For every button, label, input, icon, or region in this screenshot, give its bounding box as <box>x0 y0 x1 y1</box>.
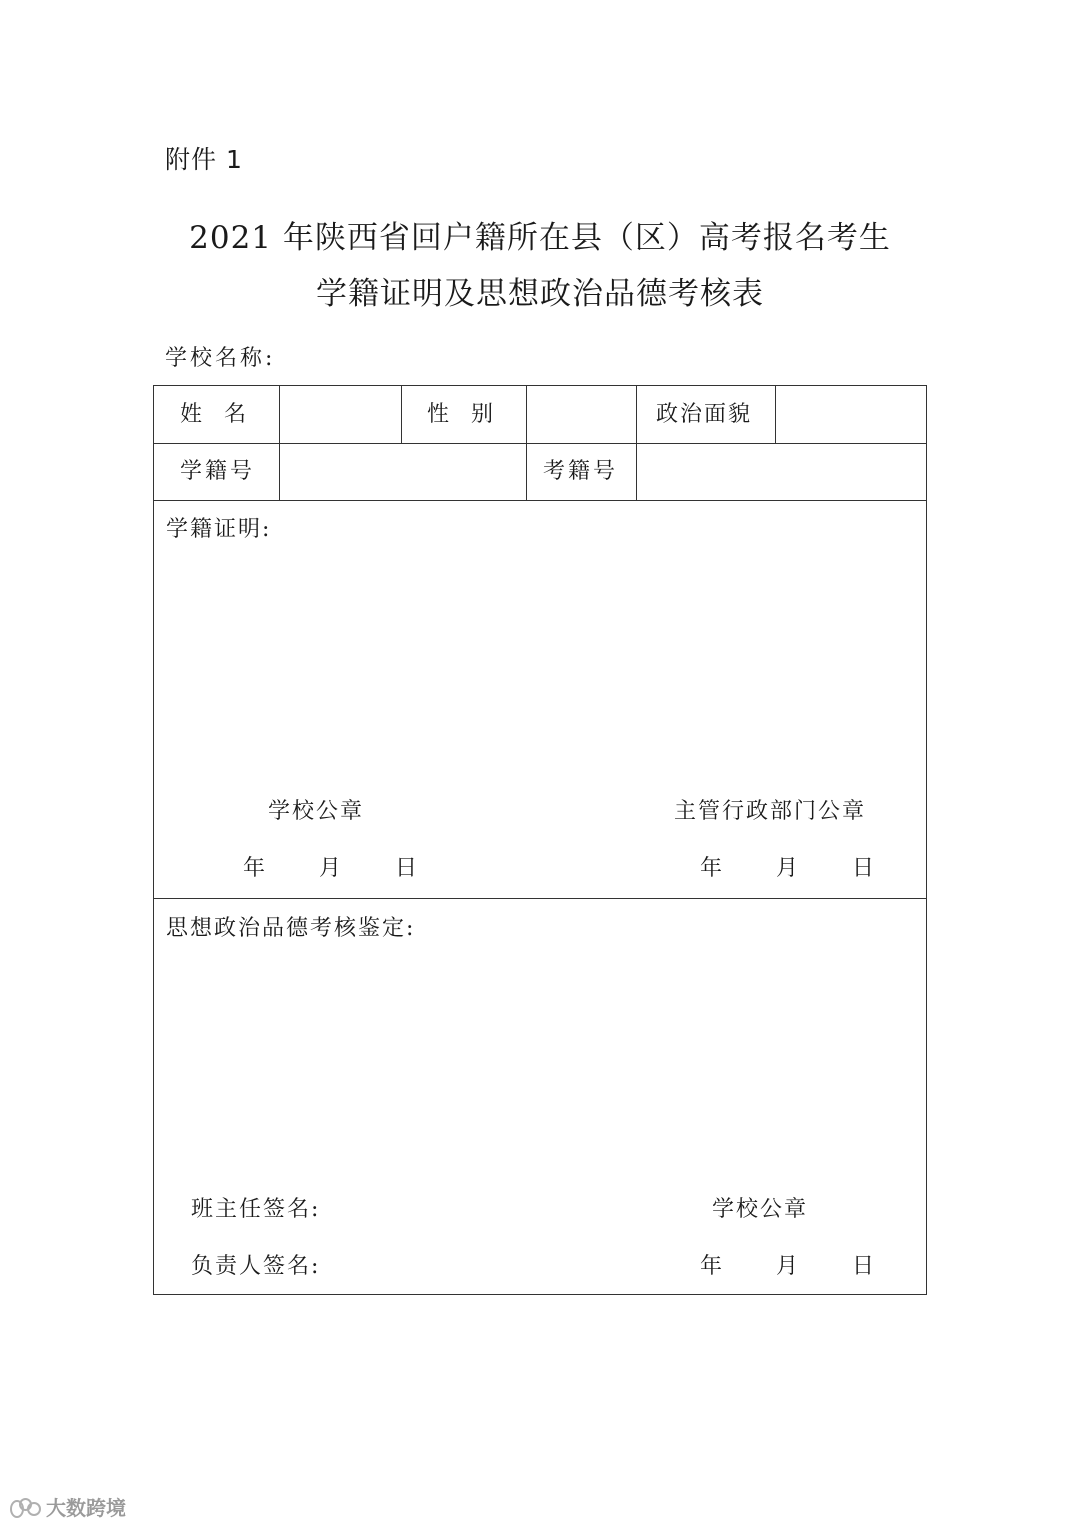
enrollment-certificate-label: 学籍证明: <box>166 517 272 542</box>
enrollment-certificate-area[interactable] <box>166 556 916 796</box>
date-year-label: 年 <box>700 1254 723 1279</box>
political-status-label: 政治面貌 <box>656 402 753 427</box>
student-number-label: 学籍号 <box>180 459 256 484</box>
head-teacher-signature-field[interactable] <box>334 1191 634 1227</box>
admin-department-seal-label: 主管行政部门公章 <box>674 799 867 824</box>
student-number-field[interactable] <box>280 444 526 500</box>
form-table <box>153 385 927 1295</box>
date-day-label: 日 <box>395 856 418 881</box>
date-month-label: 月 <box>319 856 342 881</box>
column-divider <box>401 386 402 443</box>
leader-signature-label: 负责人签名: <box>191 1254 321 1279</box>
school-name-label: 学校名称: <box>165 346 276 371</box>
moral-evaluation-area[interactable] <box>166 956 916 1186</box>
exam-number-label: 考籍号 <box>543 459 619 484</box>
date-month-label: 月 <box>776 856 799 881</box>
document-title-line-2: 学籍证明及思想政治品德考核表 <box>316 276 764 312</box>
date-year-label: 年 <box>243 856 266 881</box>
date-day-label: 日 <box>852 1254 875 1279</box>
school-seal-label: 学校公章 <box>268 799 365 824</box>
section-divider <box>154 898 926 899</box>
circles-logo-icon <box>10 1496 40 1518</box>
gender-field[interactable] <box>527 386 636 443</box>
school-seal-label: 学校公章 <box>712 1197 809 1222</box>
attachment-number: 附件 1 <box>165 145 243 174</box>
political-status-field[interactable] <box>776 386 926 443</box>
document-title-line-1: 2021 年陕西省回户籍所在县（区）高考报名考生 <box>189 220 891 256</box>
moral-evaluation-label: 思想政治品德考核鉴定: <box>166 916 416 941</box>
date-day-label: 日 <box>852 856 875 881</box>
watermark-text: 大数跨境 <box>46 1496 126 1520</box>
name-field[interactable] <box>280 386 401 443</box>
date-year-label: 年 <box>700 856 723 881</box>
watermark <box>10 1492 126 1521</box>
row-divider <box>154 500 926 501</box>
gender-label: 性 别 <box>427 402 494 427</box>
exam-number-field[interactable] <box>637 444 926 500</box>
head-teacher-signature-label: 班主任签名: <box>191 1197 321 1222</box>
name-label: 姓 名 <box>180 402 247 427</box>
date-month-label: 月 <box>776 1254 799 1279</box>
leader-signature-field[interactable] <box>334 1248 634 1284</box>
